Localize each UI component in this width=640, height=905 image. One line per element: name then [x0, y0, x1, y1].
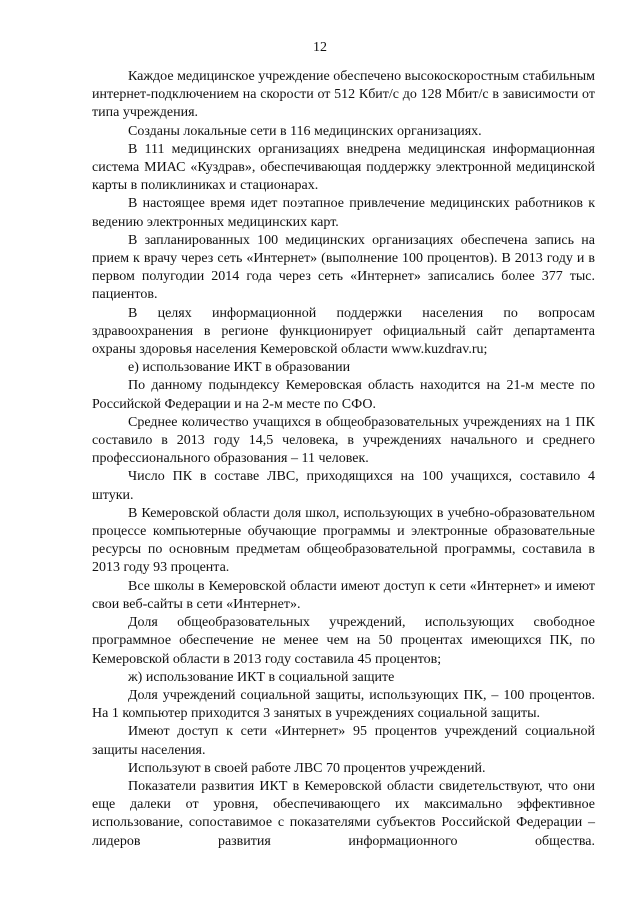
- paragraph-pc-in-lan: Число ПК в составе ЛВС, приходящихся на 100 учащихся, составило 4 штуки.: [92, 469, 595, 503]
- paragraph-school-websites: Все школы в Кемеровской области имеют доступ к сети «Интернет» и имеют свои веб-сайты в сети «Интернет».: [92, 578, 595, 612]
- paragraph-social-pc-share: Доля учреждений социальной защиты, использующих ПК, – 100 процентов. На 1 компьютер приходится 3 занятых в учреждениях социальной защиты.: [92, 687, 595, 722]
- paragraph-school-share: В Кемеровской области доля школ, использующих в учебно-образовательном процессе компьютерные обучающие программы и электронные образовательные ресурсы по основным предметам общеобразовательной программы, составила в 2013 году 93 процента.: [92, 505, 595, 576]
- section-heading-education: е) использование ИКТ в образовании: [128, 360, 351, 376]
- paragraph-mias-system: В 111 медицинских организациях внедрена медицинская информационная система МИАС «Куздрав», обеспечивающая поддержку электронной медицинской карты в поликлиниках и стационарах.: [92, 141, 595, 194]
- section-heading-social-protection: ж) использование ИКТ в социальной защите: [128, 669, 395, 685]
- paragraph-students-per-pc: Среднее количество учащихся в общеобразовательных учреждениях на 1 ПК составило в 2013 году 14,5 человека, в учреждениях начального и среднего профессионального образования – 11 человек.: [92, 414, 595, 467]
- paragraph-official-website: В целях информационной поддержки населения по вопросам здравоохранения в регионе функционирует официальный сайт департамента охраны здоровья населения Кемеровской области www.kuzdrav.ru;: [92, 305, 595, 358]
- paragraph-subindex-rank: По данному подындексу Кемеровская область находится на 21-м месте по Российской Федерации и на 2-м месте по СФО.: [92, 378, 595, 412]
- paragraph-internet-connection: Каждое медицинское учреждение обеспечено высокоскоростным стабильным интернет-подключением на скорости от 512 Кбит/с до 128 Мбит/с в зависимости от типа учреждения.: [92, 69, 595, 121]
- paragraph-local-networks: Созданы локальные сети в 116 медицинских организациях.: [128, 123, 482, 139]
- paragraph-ict-indicators: Показатели развития ИКТ в Кемеровской области свидетельствуют, что они еще далеки от уровня, обеспечивающего их максимально эффективное использование, сопоставимое с показателями субъектов Российской Федерации – лидеров развития информационного общества.: [92, 778, 595, 849]
- paragraph-social-internet: Имеют доступ к сети «Интернет» 95 процентов учреждений социальной защиты населения.: [92, 724, 595, 758]
- paragraph-social-lan: Используют в своей работе ЛВС 70 процентов учреждений.: [128, 760, 486, 776]
- document-body: [92, 68, 595, 851]
- page-number: 12: [313, 40, 327, 55]
- paragraph-free-software: Доля общеобразовательных учреждений, использующих свободное программное обеспечение не менее чем на 50 процентах имеющихся ПК, по Кемеровской области в 2013 году составила 45 процентов;: [92, 615, 595, 667]
- paragraph-online-appointments: В запланированных 100 медицинских организациях обеспечена запись на прием к врачу через сеть «Интернет» (выполнение 100 процентов). В 2013 году и в первом полугодии 2014 года через сеть «Интернет» записались более 377 тыс. пациентов.: [92, 232, 595, 303]
- paragraph-electronic-records: В настоящее время идет поэтапное привлечение медицинских работников к ведению электронных медицинских карт.: [92, 196, 595, 230]
